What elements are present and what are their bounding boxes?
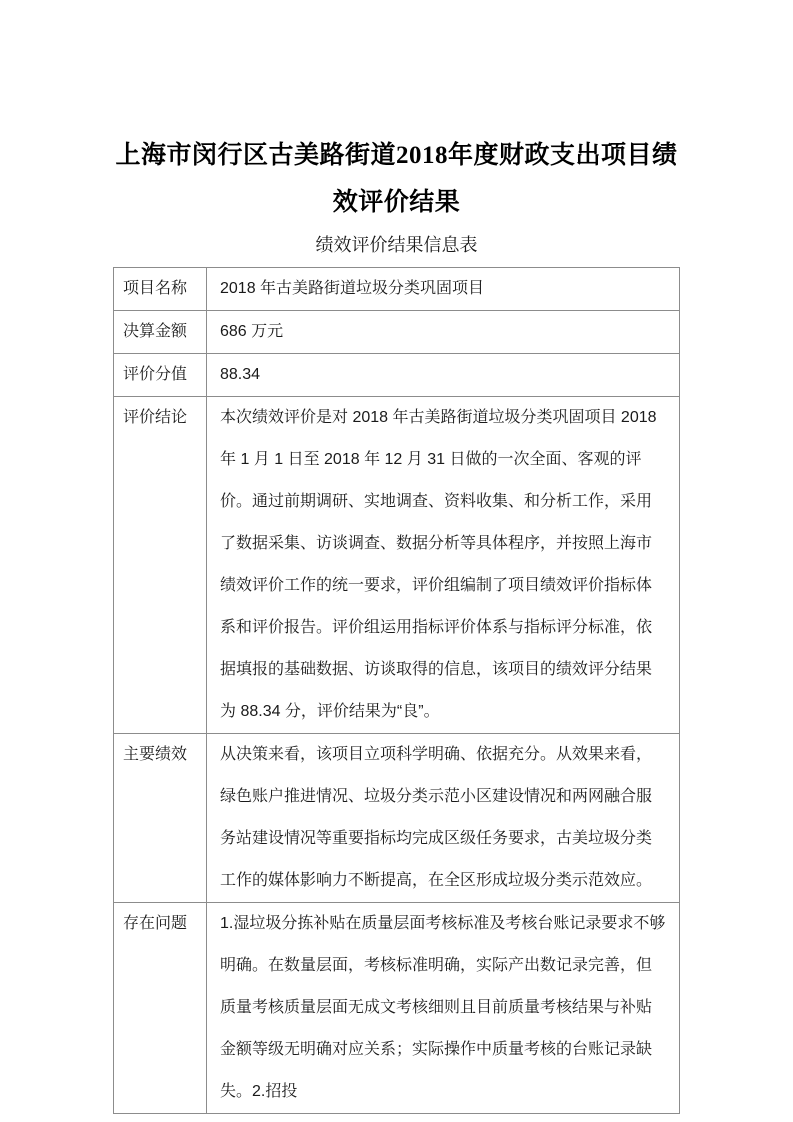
row-label: 存在问题 [114,903,207,1114]
row-label: 项目名称 [114,268,207,311]
table-row-main-performance [114,734,680,903]
page-subtitle: 绩效评价结果信息表 [315,235,478,255]
table-row-evaluation-score [114,354,680,397]
evaluation-info-table [113,267,680,1114]
row-content: 88.34 [207,354,680,397]
row-content: 686 万元 [207,311,680,354]
row-label: 决算金额 [114,311,207,354]
page-title: 上海市闵行区古美路街道2018年度财政支出项目绩效评价结果 [115,142,678,216]
table-row-project-name [114,268,680,311]
table-row-final-amount [114,311,680,354]
row-label: 主要绩效 [114,734,207,903]
row-label: 评价分值 [114,354,207,397]
table-row-evaluation-conclusion [114,397,680,734]
row-label: 评价结论 [114,397,207,734]
row-content: 从决策来看，该项目立项科学明确、依据充分。从效果来看，绿色账户推进情况、垃圾分类示范小区建设情况和两网融合服务站建设情况等重要指标均完成区级任务要求，古美垃圾分类工作的媒体影响力不断提高，在全区形成垃圾分类示范效应。 [207,734,680,903]
row-content: 1.湿垃圾分拣补贴在质量层面考核标准及考核台账记录要求不够明确。在数量层面，考核标准明确，实际产出数记录完善，但质量考核质量层面无成文考核细则且目前质量考核结果与补贴金额等级无明确对应关系；实际操作中质量考核的台账记录缺失。2.招投 [207,903,680,1114]
row-content: 2018 年古美路街道垃圾分类巩固项目 [207,268,680,311]
table-row-existing-problems [114,903,680,1114]
row-content: 本次绩效评价是对 2018 年古美路街道垃圾分类巩固项目 2018 年 1 月 1 日至 2018 年 12 月 31 日做的一次全面、客观的评价。通过前期调研、实地调查、资料收集、和分析工作，采用了数据采集、访谈调查、数据分析等具体程序，并按照上海市绩效评价工作的统一要求，评价组编制了项目绩效评价指标体系和评价报告。评价组运用指标评价体系与指标评分标准，依据填报的基础数据、访谈取得的信息，该项目的绩效评分结果为 88.34 分，评价结果为“良”。 [207,397,680,734]
